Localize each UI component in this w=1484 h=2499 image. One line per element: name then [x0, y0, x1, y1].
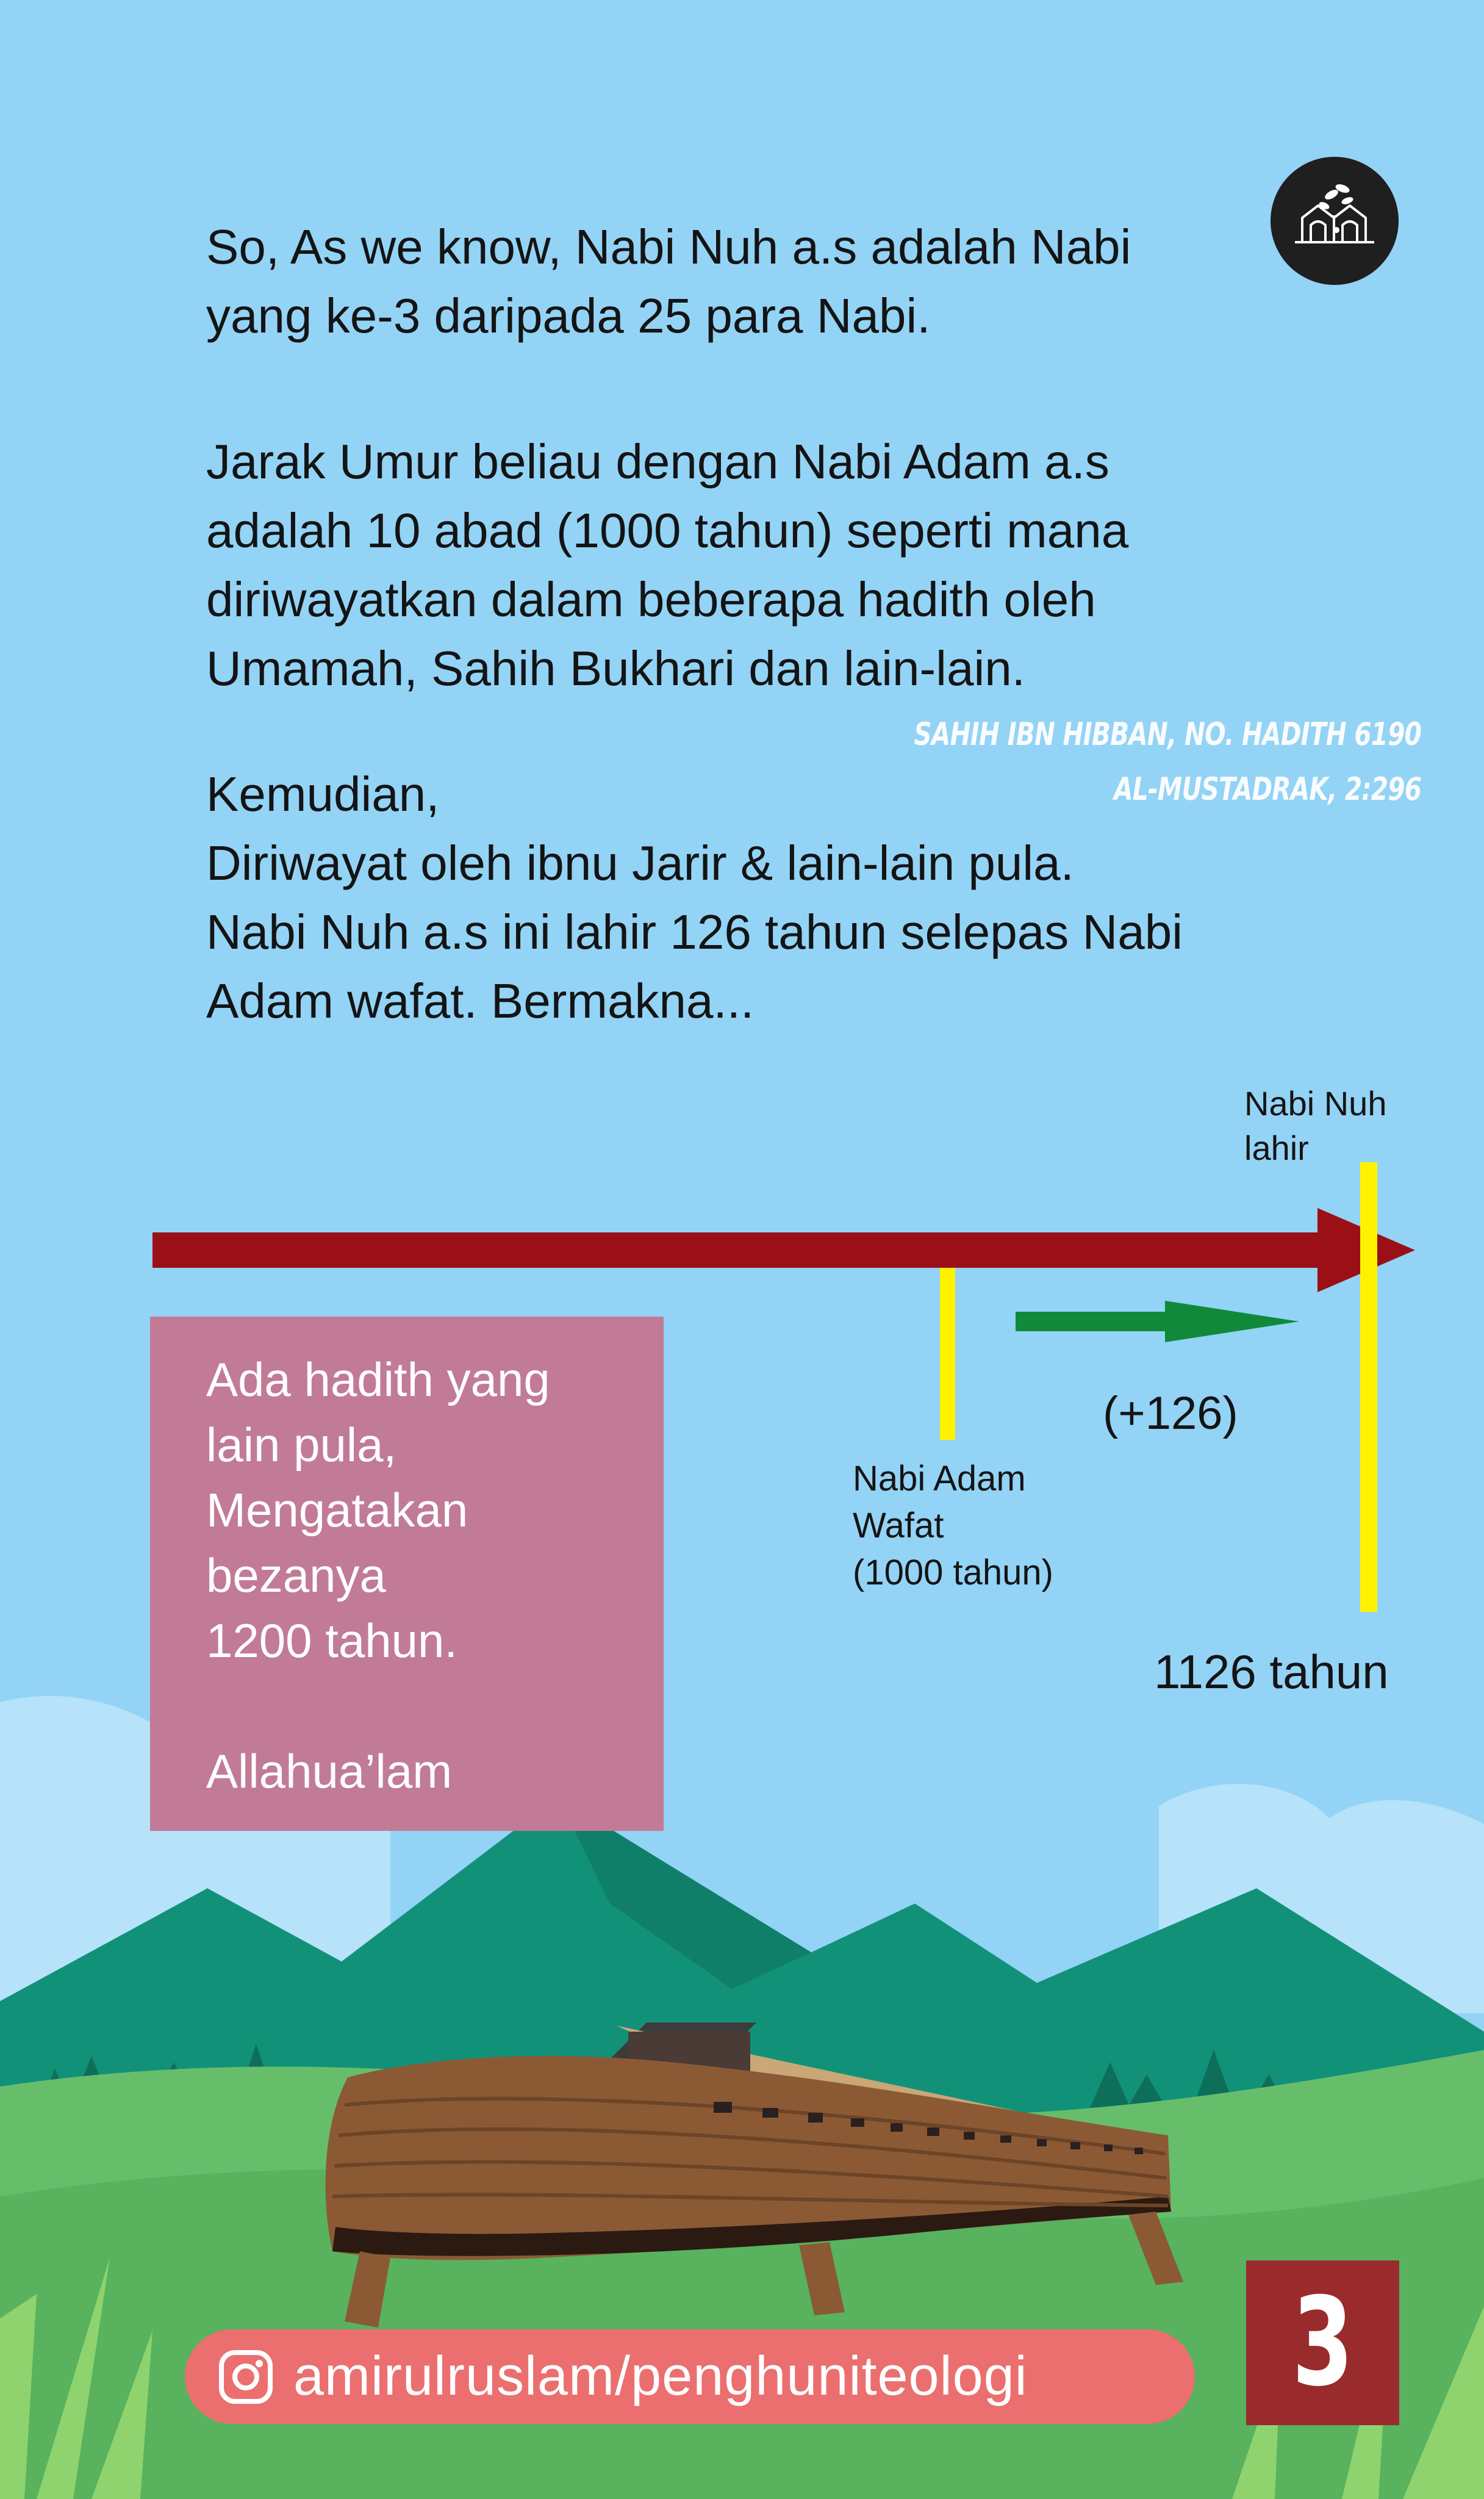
logo-badge [1271, 157, 1399, 285]
adam-death-label: Nabi Adam Wafat (1000 tahun) [853, 1459, 1053, 1592]
citation-hibban: SAHIH IBN HIBBAN, NO. HADITH 6190 [914, 716, 1421, 753]
page-number: 3 [1292, 2271, 1353, 2414]
timeline-main-arrow-shaft [152, 1232, 1330, 1268]
mosque-tree-logo-icon [1271, 157, 1399, 285]
difference-arrow-shaft [1016, 1312, 1168, 1331]
page-number-badge [1246, 2260, 1399, 2425]
birth-paragraph: Kemudian, Diriwayat oleh ibnu Jarir & lain-lain pula. Nabi Nuh a.s ini lahir 126 tahun selepas Nabi Adam wafat. Bermakna... [206, 767, 1183, 1028]
social-handle-pill[interactable] [185, 2329, 1195, 2424]
instagram-icon [217, 2348, 275, 2406]
nuh-marker-line [1360, 1162, 1377, 1612]
intro-paragraph: So, As we know, Nabi Nuh a.s adalah Nabi yang ke-3 daripada 25 para Nabi. [206, 220, 1131, 343]
nuh-birth-label: Nabi Nuh lahir [1244, 1084, 1387, 1167]
difference-label: (+126) [1103, 1387, 1238, 1439]
citation-mustadrak: AL-MUSTADRAK, 2:296 [1113, 771, 1421, 808]
adam-marker-line [940, 1268, 955, 1440]
total-years-label: 1126 tahun [1154, 1645, 1389, 1699]
age-gap-paragraph: Jarak Umur beliau dengan Nabi Adam a.s adalah 10 abad (1000 tahun) seperti mana diriwayatkan dalam beberapa hadith oleh Umamah, Sahih Bukhari dan lain-lain. [206, 434, 1129, 696]
note-text: Ada hadith yang lain pula, Mengatakan bezanya 1200 tahun. Allahua’lam [206, 1353, 550, 1798]
social-handle-text: amirulruslam/penghuniteologi [293, 2346, 1028, 2407]
alternate-hadith-note [150, 1317, 664, 1831]
